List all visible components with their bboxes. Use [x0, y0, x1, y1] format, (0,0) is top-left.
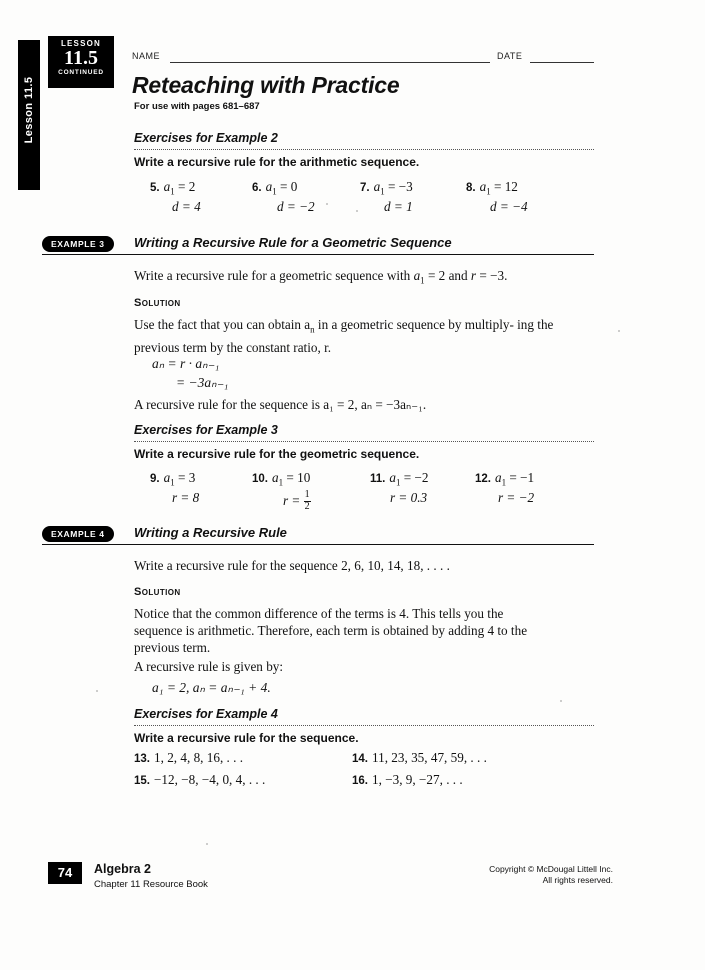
name-rule [170, 62, 490, 63]
problem-5-line2 [172, 199, 201, 215]
problem-10-line2-text: r = [283, 493, 304, 508]
exercises-example-2-rule [134, 149, 594, 150]
problem-6-line2 [277, 199, 315, 215]
example-4-solution-label: Solution [134, 586, 181, 598]
problem-10-fraction-denominator: 2 [304, 500, 310, 512]
problem-6-number: 6. [252, 182, 262, 194]
lesson-side-tab-label: Lesson 11.5 [23, 76, 35, 144]
problem-8-number: 8. [466, 182, 476, 194]
problem-14-number: 14. [352, 753, 368, 765]
problem-11-line2 [390, 490, 427, 506]
problem-9-number: 9. [150, 473, 160, 485]
problem-8-line2-text: d = −4 [490, 199, 528, 214]
footer-book-title: Algebra 2 [94, 862, 151, 876]
problem-16 [352, 772, 463, 788]
example-4-rule [42, 544, 594, 545]
scan-speck [96, 690, 98, 692]
problem-10-line2 [283, 490, 311, 512]
example-3-prompt: Write a recursive rule for a geometric sequence with $a_1 = 2$ and r = −3. [134, 268, 508, 286]
example-3-prompt-pre: Write a recursive rule for a geometric sequence with [134, 268, 414, 283]
example-4-prompt: Write a recursive rule for the sequence 2, 6, 10, 14, 18, . . . . [134, 558, 450, 573]
scan-speck [326, 203, 328, 205]
date-label: DATE [497, 51, 523, 61]
example-3-body-line2: ing the previous term by the constant ratio, r. [134, 317, 554, 355]
example-4-body: Notice that the common difference of the terms is 4. This tells you the sequence is arithmetic. Therefore, each term is obtained by adding 4 to the previous term. [134, 606, 528, 655]
problem-10-fraction [304, 490, 311, 512]
scan-speck [356, 210, 358, 212]
footer-copyright-line-2: All rights reserved. [542, 875, 613, 885]
exercises-example-4-instruction: Write a recursive rule for the sequence. [134, 731, 359, 745]
exercises-example-4-rule [134, 725, 594, 726]
problem-5-line2-text: d = 4 [172, 199, 201, 214]
problem-8: 8. $a_1 = 12$ [466, 179, 518, 197]
exercises-example-4-heading: Exercises for Example 4 [134, 707, 278, 721]
footer-copyright-line-1: Copyright © McDougal Littell Inc. [489, 864, 613, 874]
problem-15-text: −12, −8, −4, 0, 4, . . . [154, 772, 266, 787]
exercises-example-3-heading: Exercises for Example 3 [134, 423, 278, 437]
problem-14-text: 11, 23, 35, 47, 59, . . . [372, 750, 487, 765]
problem-7-line1: = −3 [387, 179, 413, 194]
problem-7: 7. $a_1 = -3$ [360, 179, 413, 197]
problem-8-line2 [490, 199, 528, 215]
problem-5-line1: = 2 [177, 179, 196, 194]
footer-copyright [489, 864, 613, 886]
problem-10-number: 10. [252, 473, 268, 485]
problem-5: 5. $a_1 = 2$ [150, 179, 196, 197]
problem-5-number: 5. [150, 182, 160, 194]
exercises-example-3-rule [134, 441, 594, 442]
problem-9-line2 [172, 490, 199, 506]
problem-11: 11. $a_1 = -2$ [370, 470, 429, 488]
problem-12-number: 12. [475, 473, 491, 485]
problem-15-number: 15. [134, 775, 150, 787]
problem-7-line2-text: d = 1 [384, 199, 413, 214]
example-4-title: Writing a Recursive Rule [134, 525, 287, 540]
problem-15 [134, 772, 265, 788]
example-3-body-line1-rest: in a geometric sequence by multiply- [314, 317, 514, 332]
lesson-side-tab [18, 40, 40, 190]
date-rule [530, 62, 594, 63]
exercises-example-3-instruction: Write a recursive rule for the geometric sequence. [134, 447, 420, 461]
example-3-body-line1: Use the fact that you can obtain a [134, 317, 311, 332]
lesson-badge-number: 11.5 [64, 47, 98, 69]
problem-11-number: 11. [370, 473, 386, 485]
problem-13-text: 1, 2, 4, 8, 16, . . . [154, 750, 244, 765]
scan-speck [206, 843, 208, 845]
problem-8-line1: = 12 [493, 179, 518, 194]
page-number-box: 74 [48, 862, 82, 884]
problem-11-line2-text: r = 0.3 [390, 490, 428, 505]
name-date-row [132, 48, 594, 66]
exercises-example-2-heading: Exercises for Example 2 [134, 131, 278, 145]
example-3-badge: EXAMPLE 3 [42, 236, 114, 252]
problem-11-line1: = −2 [403, 470, 429, 485]
problem-10-fraction-numerator: 1 [304, 489, 310, 500]
exercises-example-2-instruction: Write a recursive rule for the arithmetic sequence. [134, 155, 420, 169]
problem-12-line1: = −1 [509, 470, 535, 485]
problem-16-text: 1, −3, 9, −27, . . . [372, 772, 463, 787]
example-3-body: Use the fact that you can obtain $a_n$ in a geometric sequence by multiply- ing the previous term by the constant ratio, r. [134, 317, 554, 355]
example-3-rule [42, 254, 594, 255]
problem-13 [134, 750, 243, 766]
problem-16-number: 16. [352, 775, 368, 787]
lesson-badge-word: LESSON [60, 39, 102, 48]
example-3-solution-label: Solution [134, 297, 181, 309]
problem-7-line2 [384, 199, 413, 215]
problem-6-line2-text: d = −2 [277, 199, 315, 214]
example-4-badge: EXAMPLE 4 [42, 526, 114, 542]
example-4-rule-expression: a₁ = 2, aₙ = aₙ₋₁ + 4. [152, 680, 271, 695]
problem-9: 9. $a_1 = 3$ [150, 470, 196, 488]
example-3-conclusion: A recursive rule for the sequence is a₁ = 2, aₙ = −3aₙ₋₁. [134, 397, 427, 412]
problem-9-line2-text: r = 8 [172, 490, 200, 505]
example-3-title: Writing a Recursive Rule for a Geometric Sequence [134, 235, 452, 250]
name-label: NAME [132, 51, 161, 61]
page-title: Reteaching with Practice [132, 72, 400, 98]
problem-7-number: 7. [360, 182, 370, 194]
example-4-lead: A recursive rule is given by: [134, 659, 284, 674]
example-3-prompt-mid: = 2 and [427, 268, 471, 283]
problem-10-line1: = 10 [286, 470, 311, 485]
problem-9-line1: = 3 [177, 470, 196, 485]
scan-speck [618, 330, 620, 332]
problem-12: 12. $a_1 = -1$ [475, 470, 535, 488]
problem-12-line2-text: r = −2 [498, 490, 535, 505]
example-3-work-line-1: aₙ = r · aₙ₋₁ [152, 356, 220, 371]
page-subtitle: For use with pages 681–687 [134, 101, 260, 112]
footer-book-subtitle: Chapter 11 Resource Book [94, 879, 208, 890]
example-3-prompt-end: = −3. [479, 268, 508, 283]
problem-6: 6. $a_1 = 0$ [252, 179, 298, 197]
lesson-badge [48, 36, 114, 88]
lesson-badge-continued: CONTINUED [58, 69, 104, 76]
example-3-work-line-2: = −3aₙ₋₁ [176, 375, 229, 390]
problem-13-number: 13. [134, 753, 150, 765]
problem-10: 10. $a_1 = 10$ [252, 470, 311, 488]
problem-6-line1: = 0 [279, 179, 298, 194]
problem-14 [352, 750, 487, 766]
problem-12-line2 [498, 490, 534, 506]
scan-speck [560, 700, 562, 702]
